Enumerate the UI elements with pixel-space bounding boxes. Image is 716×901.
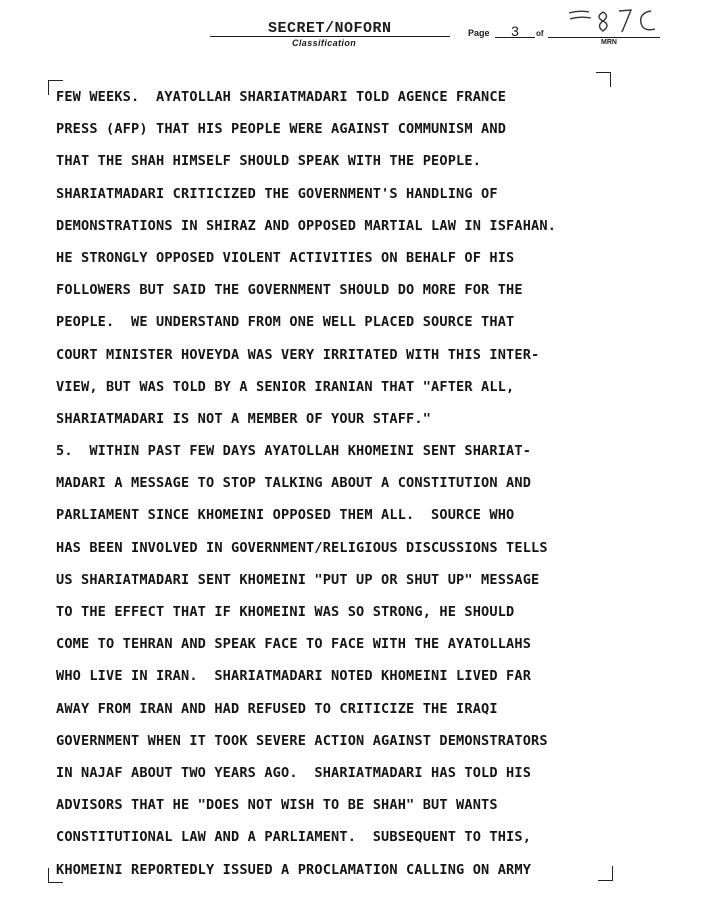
- text-line: FEW WEEKS. AYATOLLAH SHARIATMADARI TOLD AGENCE FRANCE: [56, 89, 507, 105]
- text-line: SHARIATMADARI CRITICIZED THE GOVERNMENT'S HANDLING OF: [56, 185, 498, 202]
- text-line: FOLLOWERS BUT SAID THE GOVERNMENT SHOULD DO MORE FOR THE: [56, 282, 523, 299]
- text-line: COME TO TEHRAN AND SPEAK FACE TO FACE WITH THE AYATOLLAHS: [56, 636, 532, 653]
- handwritten-annotation: [565, 4, 665, 36]
- text-line: WHO LIVE IN IRAN. SHARIATMADARI NOTED KHOMEINI LIVED FAR: [56, 668, 532, 685]
- text-line: TO THE EFFECT THAT IF KHOMEINI WAS SO STRONG, HE SHOULD: [56, 604, 515, 620]
- text-line: PARLIAMENT SINCE KHOMEINI OPPOSED THEM ALL. SOURCE WHO: [56, 507, 515, 524]
- text-line: HAS BEEN INVOLVED IN GOVERNMENT/RELIGIOUS DISCUSSIONS TELLS: [56, 539, 548, 556]
- text-line: SHARIATMADARI IS NOT A MEMBER OF YOUR STAFF.": [56, 410, 432, 427]
- margin-bracket-top-right: [596, 72, 611, 87]
- page-of-label: of: [536, 29, 544, 38]
- text-line: GOVERNMENT WHEN IT TOOK SEVERE ACTION AGAINST DEMONSTRATORS: [56, 732, 548, 749]
- mrn-label: MRN: [601, 39, 617, 46]
- text-line: PRESS (AFP) THAT HIS PEOPLE WERE AGAINST COMMUNISM AND: [56, 121, 507, 138]
- text-line: HE STRONGLY OPPOSED VIOLENT ACTIVITIES ON BEHALF OF HIS: [56, 249, 515, 266]
- cable-body-text: [56, 86, 656, 891]
- text-line: PEOPLE. WE UNDERSTAND FROM ONE WELL PLACED SOURCE THAT: [56, 314, 515, 331]
- text-line: KHOMEINI REPORTEDLY ISSUED A PROCLAMATION CALLING ON ARMY: [56, 861, 532, 878]
- mrn-rule: [548, 37, 660, 38]
- text-line: US SHARIATMADARI SENT KHOMEINI "PUT UP OR SHUT UP" MESSAGE: [56, 571, 540, 588]
- page-number-rule: [495, 37, 535, 38]
- text-line: ADVISORS THAT HE "DOES NOT WISH TO BE SHAH" BUT WANTS: [56, 797, 498, 814]
- document-header: [0, 0, 716, 60]
- text-line: COURT MINISTER HOVEYDA WAS VERY IRRITATED WITH THIS INTER-: [56, 346, 540, 363]
- classification-rule: [210, 36, 450, 37]
- text-line: MADARI A MESSAGE TO STOP TALKING ABOUT A CONSTITUTION AND: [56, 475, 532, 492]
- text-line: CONSTITUTIONAL LAW AND A PARLIAMENT. SUBSEQUENT TO THIS,: [56, 829, 532, 846]
- classification-marking: SECRET/NOFORN: [268, 20, 392, 37]
- page-number: 3: [511, 23, 519, 39]
- text-line: IN NAJAF ABOUT TWO YEARS AGO. SHARIATMADARI HAS TOLD HIS: [56, 764, 532, 781]
- paragraph-5-start-line: 5. WITHIN PAST FEW DAYS AYATOLLAH KHOMEINI SENT SHARIAT-: [56, 443, 532, 460]
- page-label: Page: [468, 28, 490, 38]
- text-line: AWAY FROM IRAN AND HAD REFUSED TO CRITICIZE THE IRAQI: [56, 700, 498, 717]
- text-line: DEMONSTRATIONS IN SHIRAZ AND OPPOSED MARTIAL LAW IN ISFAHAN.: [56, 217, 557, 234]
- classification-caption: Classification: [292, 38, 357, 48]
- text-line: THAT THE SHAH HIMSELF SHOULD SPEAK WITH THE PEOPLE.: [56, 153, 482, 170]
- text-line: VIEW, BUT WAS TOLD BY A SENIOR IRANIAN THAT "AFTER ALL,: [56, 378, 515, 395]
